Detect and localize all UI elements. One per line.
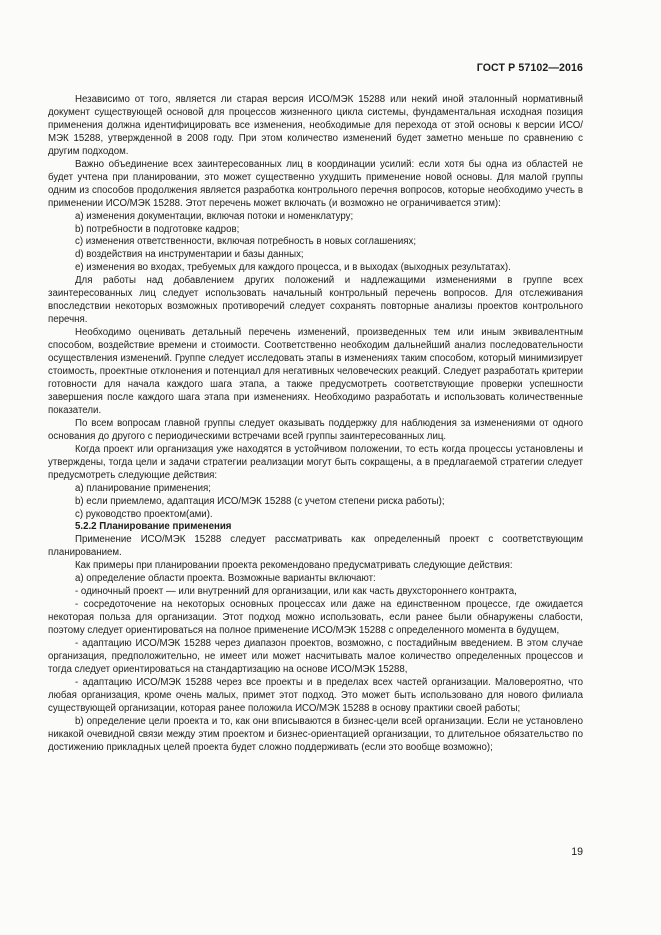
list-item: a) изменения документации, включая потоки и номенклатуру; [75, 210, 354, 222]
list-item: b) потребности в подготовке кадров; [75, 223, 240, 235]
paragraph: Необходимо оценивать детальный перечень изменений, произведенных тем или иным эквивалентным способом, воздействие времени и стоимости. Соответственно необходим дальнейший анализ последовательности осуществления изменений. Группе следует исследовать этапы в изменениях таким способом, который минимизирует стоимость, проектные отклонения и потенциал для негативных человеческих реакций. Следует разработать критерии готовности для начала каждого шага этапа, а также предусмотреть соответствующие проверки успешности завершения после каждого шага этапа при изменениях. Необходимо разработать и использовать количественные показатели. [48, 327, 583, 416]
paragraph: b) определение цели проекта и то, как они вписываются в бизнес-цели всей организации. Если не установлено никакой очевидной связи между этим проектом и бизнес-ориентацией организации, то длительное обязательство по достижению прикладных целей проекта будет сложно поддерживать (если это вообще возможно); [48, 715, 583, 753]
paragraph: По всем вопросам главной группы следует оказывать поддержку для наблюдения за изменениями от одного основания до другого с периодическими встречами всей группы заинтересованных лиц. [48, 417, 583, 442]
paragraph: - адаптацию ИСО/МЭК 15288 через диапазон проектов, возможно, с постадийным введением. В этом случае организация, предположительно, не имеет или может насчитывать малое количество определенных процессов и тогда следует ориентироваться на стандартизацию на основе ИСО/МЭК 15288, [48, 638, 583, 675]
list-item: b) если приемлемо, адаптация ИСО/МЭК 15288 (с учетом степени риска работы); [75, 495, 445, 507]
list-item: a) планирование применения; [75, 482, 211, 494]
document-id-header: ГОСТ Р 57102—2016 [476, 62, 583, 74]
paragraph: - сосредоточение на некоторых основных процессах или даже на единственном процессе, где ожидается некоторая польза для организации. Этот подход можно использовать, если ранее были обнаружены слабости, поэтому следует ориентироваться на полное применение ИСО/МЭК 15288 с определенного момента в будущем, [48, 599, 583, 637]
list-item: а) определение области проекта. Возможные варианты включают: [75, 573, 376, 585]
list-item: c) руководство проектом(ами). [75, 508, 213, 520]
paragraph: Важно объединение всех заинтересованных лиц в координации усилий: если хотя бы одна из областей не будет учтена при планировании, это может существенно ухудшить применение новой основы. Для малой группы одним из способов продолжения является разработка контрольного перечня вопросов, которые необходимо учесть в применении ИСО/МЭК 15288. Этот перечень может включать (и возможно не ограничивается этим): [48, 158, 583, 209]
paragraph: Применение ИСО/МЭК 15288 следует рассматривать как определенный проект с соответствующим планированием. [48, 534, 583, 559]
list-item: d) воздействия на инструментарии и базы данных; [75, 249, 304, 261]
section-heading: 5.2.2 Планирование применения [75, 521, 232, 533]
list-item: e) изменения во входах, требуемых для каждого процесса, и в выходах (выходных результатах). [75, 262, 511, 274]
list-item: c) изменения ответственности, включая потребность в новых соглашениях; [75, 236, 417, 248]
paragraph: Для работы над добавлением других положений и надлежащими изменениями в группе всех заинтересованных лиц следует использовать начальный контрольный перечень вопросов. Для отслеживания впоследствии некоторых возможных противоречий следует сохранять повторные анализы проектов контрольного перечня. [48, 275, 583, 326]
paragraph: Когда проект или организация уже находятся в устойчивом положении, то есть когда процессы установлены и утверждены, тогда цели и задачи стратегии реализации могут быть сокращены, а в предлагаемой стратегии следует предусмотреть следующие действия: [48, 443, 583, 481]
paragraph: Независимо от того, является ли старая версия ИСО/МЭК 15288 или некий иной эталонный нормативный документ существующей основой для процессов жизненного цикла системы, фундаментальная исходная позиция применения должна идентифицировать все изменения, необходимые для перехода от этой основы к версии ИСО/МЭК 15288, утвержденной в 2008 году. При этом количество изменений будет заметно меньше по сравнению с другим подходом. [48, 94, 583, 157]
paragraph: - адаптацию ИСО/МЭК 15288 через все проекты и в пределах всех частей организации. Маловероятно, что любая организация, кроме очень малых, примет этот подход. Это может быть использовано для нового филиала существующей организации, которая ранее положила ИСО/МЭК 15288 в основу практики своей работы; [48, 676, 583, 714]
document-body [48, 94, 583, 755]
page-number: 19 [571, 846, 583, 858]
paragraph: Как примеры при планировании проекта рекомендовано предусматривать следующие действия: [75, 560, 513, 572]
list-item: - одиночный проект — или внутренний для организации, или как часть двухстороннего контракта, [75, 586, 517, 598]
